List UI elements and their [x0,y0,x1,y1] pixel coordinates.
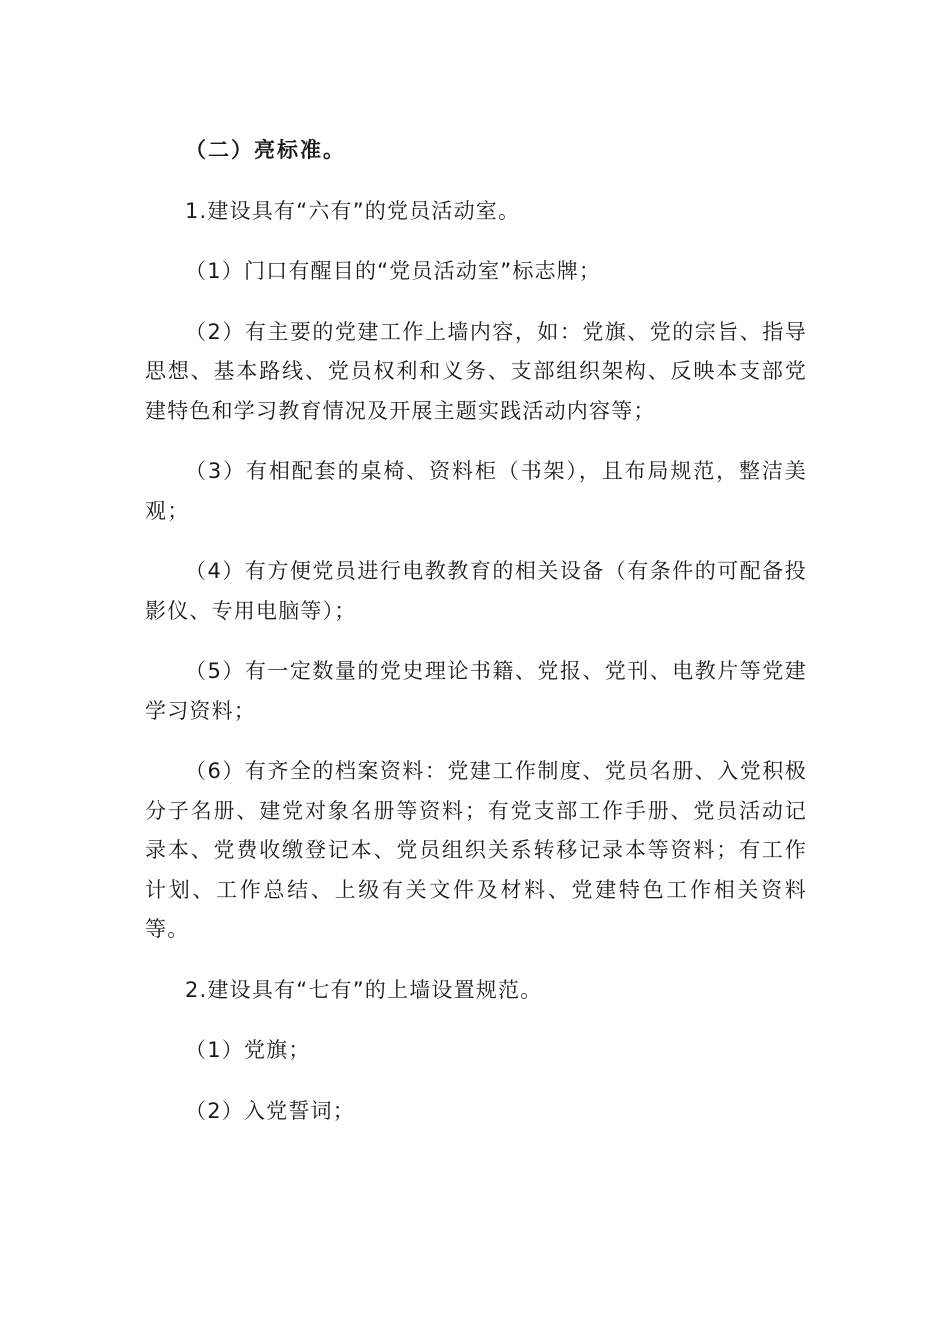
item-1-2: （2）有主要的党建工作上墙内容，如：党旗、党的宗旨、指导思想、基本路线、党员权利和义务、支部组织架构、反映本支部党建特色和学习教育情况及开展主题实践活动内容等； [145,319,807,423]
section-heading: （二）亮标准。 [185,138,346,162]
item-1-4: （4）有方便党员进行电教教育的相关设备（有条件的可配备投影仪、专用电脑等）； [145,559,807,623]
item-1-5: （5）有一定数量的党史理论书籍、党报、党刊、电教片等党建学习资料； [145,659,807,723]
item-1-6: （6）有齐全的档案资料：党建工作制度、党员名册、入党积极分子名册、建党对象名册等资料；有党支部工作手册、党员活动记录本、党费收缴登记本、党员组织关系转移记录本等资料；有工作计划、工作总结、上级有关文件及材料、党建特色工作相关资料等。 [145,759,807,941]
item-2-2: （2）入党誓词； [185,1098,355,1123]
item-1-title: 1.建设具有“六有”的党员活动室。 [185,198,521,223]
item-1-1: （1）门口有醒目的“党员活动室”标志牌； [185,259,602,283]
item-1-3: （3）有相配套的桌椅、资料柜（书架），且布局规范，整洁美观； [145,459,807,523]
document-body [145,131,807,1152]
item-2-1: （1）党旗； [185,1038,311,1062]
item-2-title: 2.建设具有“七有”的上墙设置规范。 [185,977,543,1002]
